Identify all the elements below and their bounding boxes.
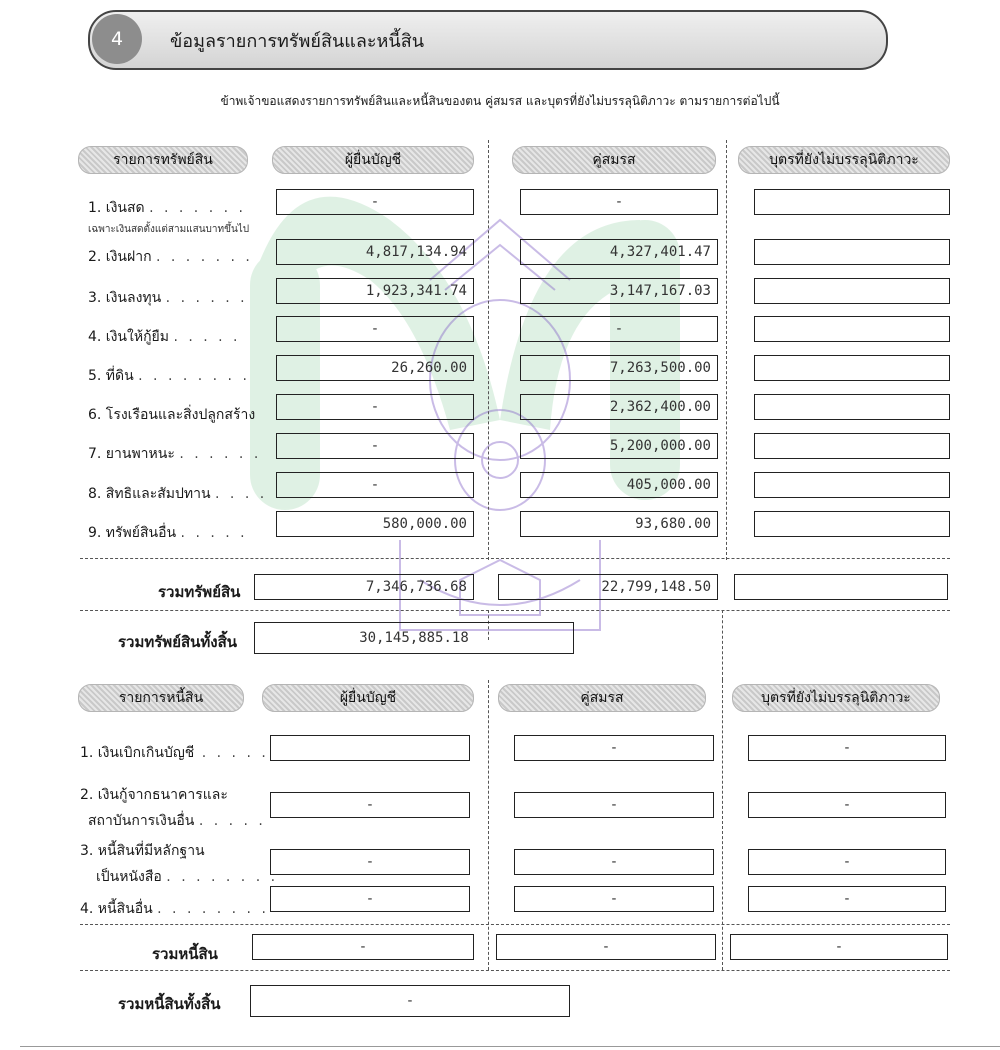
asset-rights-child[interactable] [754, 472, 950, 498]
liability-overdraft-child[interactable]: - [748, 735, 946, 761]
asset-label-vehicles: 7. ยานพาหนะ . . . . . . [88, 446, 262, 462]
liabilities-header-spouse: คู่สมรส [498, 684, 706, 712]
liability-label-other: 4. หนี้สินอื่น . . . . . . . . [80, 901, 269, 917]
assets-header-child: บุตรที่ยังไม่บรรลุนิติภาวะ [738, 146, 950, 174]
liabilities-header-child: บุตรที่ยังไม่บรรลุนิติภาวะ [732, 684, 940, 712]
asset-other-spouse[interactable]: 93,680.00 [520, 511, 718, 537]
asset-vehicles-filer[interactable]: - [276, 433, 474, 459]
asset-loans-child[interactable] [754, 316, 950, 342]
asset-investment-spouse[interactable]: 3,147,167.03 [520, 278, 718, 304]
liability-label-documented: 3. หนี้สินที่มีหลักฐาน [80, 843, 205, 859]
liability-overdraft-filer[interactable] [270, 735, 470, 761]
asset-vehicles-child[interactable] [754, 433, 950, 459]
asset-label-other: 9. ทรัพย์สินอื่น . . . . . [88, 525, 248, 541]
asset-land-spouse[interactable]: 7,263,500.00 [520, 355, 718, 381]
asset-label-cash: 1. เงินสด . . . . . . . [88, 200, 246, 216]
assets-header-filer: ผู้ยื่นบัญชี [272, 146, 474, 174]
asset-cash-child[interactable] [754, 189, 950, 215]
asset-land-filer[interactable]: 26,260.00 [276, 355, 474, 381]
assets-header-item: รายการทรัพย์สิน [78, 146, 248, 174]
asset-grand-total-label: รวมทรัพย์สินทั้งสิ้น [118, 633, 238, 651]
asset-deposit-filer[interactable]: 4,817,134.94 [276, 239, 474, 265]
liability-grand-total-value[interactable]: - [250, 985, 570, 1017]
asset-vehicles-spouse[interactable]: 5,200,000.00 [520, 433, 718, 459]
assets-header-spouse: คู่สมรส [512, 146, 716, 174]
asset-cash-filer[interactable]: - [276, 189, 474, 215]
asset-investment-filer[interactable]: 1,923,341.74 [276, 278, 474, 304]
asset-label-buildings: 6. โรงเรือนและสิ่งปลูกสร้าง [88, 407, 256, 423]
asset-investment-child[interactable] [754, 278, 950, 304]
asset-land-child[interactable] [754, 355, 950, 381]
liability-label-bank-loans: 2. เงินกู้จากธนาคารและ [80, 787, 228, 803]
asset-label-investment: 3. เงินลงทุน . . . . . . [88, 290, 248, 306]
section-title: ข้อมูลรายการทรัพย์สินและหนี้สิน [170, 31, 425, 52]
asset-loans-filer[interactable]: - [276, 316, 474, 342]
asset-deposit-child[interactable] [754, 239, 950, 265]
asset-other-child[interactable] [754, 511, 950, 537]
asset-buildings-child[interactable] [754, 394, 950, 420]
asset-total-filer[interactable]: 7,346,736.68 [254, 574, 474, 600]
liability-other-spouse[interactable]: - [514, 886, 714, 912]
liability-total-label: รวมหนี้สิน [152, 945, 218, 963]
asset-label-rights: 8. สิทธิและสัมปทาน . . . . [88, 486, 268, 502]
liability-overdraft-spouse[interactable]: - [514, 735, 714, 761]
liability-total-spouse[interactable]: - [496, 934, 716, 960]
liability-other-child[interactable]: - [748, 886, 946, 912]
asset-loans-spouse[interactable]: - [520, 316, 718, 342]
liability-documented-spouse[interactable]: - [514, 849, 714, 875]
page-bottom-rule [20, 1046, 1000, 1047]
asset-rights-spouse[interactable]: 405,000.00 [520, 472, 718, 498]
liabilities-header-item: รายการหนี้สิน [78, 684, 244, 712]
liability-label-bank-loans-2: สถาบันการเงินอื่น . . . . . [88, 813, 266, 829]
liability-documented-child[interactable]: - [748, 849, 946, 875]
asset-grand-total-value[interactable]: 30,145,885.18 [254, 622, 574, 654]
asset-cash-spouse[interactable]: - [520, 189, 718, 215]
liability-bank-loans-spouse[interactable]: - [514, 792, 714, 818]
asset-other-filer[interactable]: 580,000.00 [276, 511, 474, 537]
liability-bank-loans-child[interactable]: - [748, 792, 946, 818]
intro-text: ข้าพเจ้าขอแสดงรายการทรัพย์สินและหนี้สินของตน คู่สมรส และบุตรที่ยังไม่บรรลุนิติภาวะ ตามรายการต่อไปนี้ [220, 94, 780, 108]
liability-total-filer[interactable]: - [252, 934, 474, 960]
liability-total-child[interactable]: - [730, 934, 948, 960]
liability-label-overdraft: 1. เงินเบิกเกินบัญชี . . . . . [80, 745, 269, 761]
asset-buildings-filer[interactable]: - [276, 394, 474, 420]
liability-documented-filer[interactable]: - [270, 849, 470, 875]
liability-grand-total-label: รวมหนี้สินทั้งสิ้น [118, 995, 221, 1013]
section-number-badge: 4 [92, 14, 142, 64]
asset-deposit-spouse[interactable]: 4,327,401.47 [520, 239, 718, 265]
liability-label-documented-2: เป็นหนังสือ . . . . . . . . [96, 869, 279, 885]
asset-buildings-spouse[interactable]: 2,362,400.00 [520, 394, 718, 420]
asset-label-loans: 4. เงินให้กู้ยืม . . . . . [88, 329, 241, 345]
liability-bank-loans-filer[interactable]: - [270, 792, 470, 818]
liability-other-filer[interactable]: - [270, 886, 470, 912]
asset-total-child[interactable] [734, 574, 948, 600]
cash-note: เฉพาะเงินสดตั้งแต่สามแสนบาทขึ้นไป [88, 224, 250, 235]
asset-rights-filer[interactable]: - [276, 472, 474, 498]
asset-label-deposit: 2. เงินฝาก . . . . . . . [88, 249, 253, 265]
asset-total-spouse[interactable]: 22,799,148.50 [498, 574, 718, 600]
asset-label-land: 5. ที่ดิน . . . . . . . . [88, 368, 250, 384]
liabilities-header-filer: ผู้ยื่นบัญชี [262, 684, 474, 712]
asset-total-label: รวมทรัพย์สิน [158, 583, 241, 601]
